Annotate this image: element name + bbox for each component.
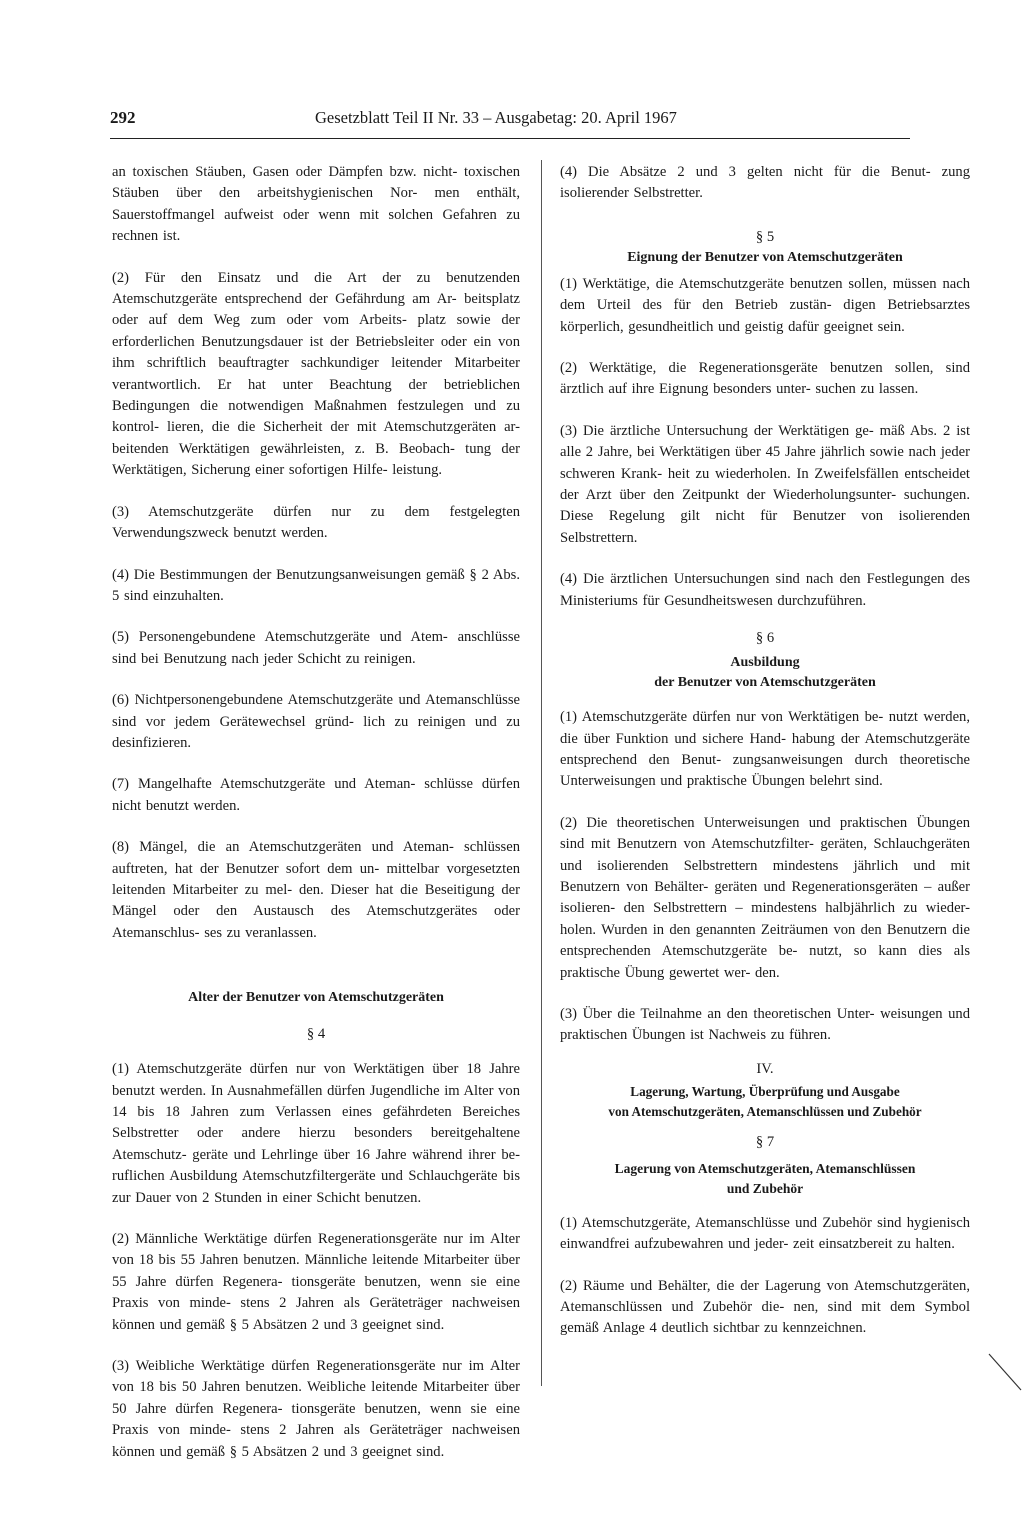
s5-paragraph-1: (1) Werktätige, die Atemschutzgeräte benutzen sollen, müssen nach dem Urteil des für den Betrieb zustän- digen Betriebsarztes körperlich, gesundheitlich und geistig dafür geeignet sein. <box>560 275 970 335</box>
paragraph-intro: an toxischen Stäuben, Gasen oder Dämpfen bzw. nicht- toxischen Stäuben über den arbeitshygienischen Nor- men enthält, Sauerstoffmangel aufweist oder wenn mit solchen Gefahren zu rechnen ist. <box>112 164 520 245</box>
part-heading-lagerung: Lagerung, Wartung, Überprüfung und Ausgabe <box>630 1083 900 1099</box>
s6-paragraph-2: (2) Die theoretischen Unterweisungen und praktischen Übungen sind mit Benutzern von Atemschutzfilter- geräten, Schlauchgeräten und isolierenden Selbstrettern mindestens jährlich und mit Benutzern von Behälter- geräten und Regenerationsgeräten – außer isolieren- den Selbstrettern – mindestens halbjährlich zu wieder- holen. Wurden in den genannten Zeiträumen von den Benutzern die entsprechenden Atemschutzgeräte be- nutzt, so kann dies als praktische Übung gewertet wer- den. <box>560 814 970 981</box>
paragraph-8: (8) Mängel, die an Atemschutzgeräten und Ateman- schlüssen auftreten, hat der Benutzer sofort dem un- mittelbar vorgesetzten leitenden Mitarbeiter zu mel- den. Dieser hat die Beseitigung der Mängel oder den Austausch des Atemschutzgerätes oder Atemanschlus- ses zu veranlassen. <box>112 839 520 941</box>
s6-paragraph-1: (1) Atemschutzgeräte dürfen nur von Werktätigen be- nutzt werden, die über Funktion und sichere Hand- habung der Atemschutzgeräte entsprechend den Benut- zungsanweisungen durch theoretische Unterweisungen und praktische Übungen belehrt sind. <box>560 709 970 790</box>
s4-paragraph-1: (1) Atemschutzgeräte dürfen nur von Werktätigen über 18 Jahre benutzt werden. In Ausnahmefällen dürfen Jugendliche im Alter von 14 bis 18 Jahren zum Verlassen eines gefährdeten Bereiches Selbstretter oder andere hierzu besonders bereitgehaltene Atemschutz- geräte und Lehrlinge über 16 Jahre während ihrer be- ruflichen Ausbildung Atemschutzfiltergeräte und Schlauchgeräte bis zur Dauer von 2 Stunden in einer Schicht benutzen. <box>112 1061 520 1206</box>
section-number-6: § 6 <box>755 630 775 647</box>
section-number-7: § 7 <box>755 1133 775 1150</box>
header-rule <box>110 138 910 139</box>
right-column <box>560 162 970 1340</box>
s5-paragraph-4: (4) Die ärztlichen Untersuchungen sind nach den Festlegungen des Ministeriums für Gesundheitswesen durchzuführen. <box>560 571 970 609</box>
s5-paragraph-2: (2) Werktätige, die Regenerationsgeräte benutzen sollen, sind ärztlich auf ihre Eignung besonders unter- suchen zu lassen. <box>560 360 970 398</box>
section-heading-ausbildung: Ausbildung <box>730 655 800 671</box>
running-header <box>110 108 912 134</box>
part-heading-lagerung-sub: von Atemschutzgeräten, Atemanschlüssen und Zubehör <box>608 1103 922 1119</box>
left-column <box>112 162 520 1463</box>
section-heading-alter: Alter der Benutzer von Atemschutzgeräten <box>188 990 444 1006</box>
paragraph-6: (6) Nichtpersonengebundene Atemschutzgeräte und Atemanschlüsse sind vor jedem Gerätewechsel gründ- lich zu reinigen und zu desinfizieren. <box>112 692 520 751</box>
s4-paragraph-3: (3) Weibliche Werktätige dürfen Regenerationsgeräte nur im Alter von 18 bis 50 Jahren benutzen. Weibliche leitende Mitarbeiter über 50 Jahre dürfen Regenera- tionsgeräte benutzen, wenn sie eine Praxis von minde- stens 2 Jahren als Geräteträger nachweisen können und gemäß § 5 Absätzen 2 und 3 geeignet sind. <box>112 1358 520 1460</box>
s7-paragraph-2: (2) Räume und Behälter, die der Lagerung von Atemschutzgeräten, Atemanschlüssen und Zubehör die- nen, sind mit dem Symbol gemäß Anlage 4 deutlich sichtbar zu kennzeichnen. <box>560 1277 970 1337</box>
section-number-5: § 5 <box>755 228 775 245</box>
page-number: 292 <box>110 108 136 127</box>
s6-paragraph-3: (3) Über die Teilnahme an den theoretischen Unter- weisungen und praktischen Übungen ist Nachweis zu führen. <box>560 1005 970 1044</box>
s5-paragraph-3: (3) Die ärztliche Untersuchung der Werktätigen ge- mäß Abs. 2 ist alle 2 Jahre, bei Werktätigen über 45 Jahre jährlich sowie nach jeder schweren Krank- heit zu wiederholen. In Zweifelsfällen entscheidet der Arzt über den Zeitpunkt der Wiederholungsunter- suchungen. Diese Regelung gilt nicht für Benutzer von isolierenden Selbstrettern. <box>560 422 970 546</box>
paragraph-5: (5) Personengebundene Atemschutzgeräte und Atem- anschlüsse sind bei Benutzung nach jeder Schicht zu reinigen. <box>112 629 520 667</box>
column-divider <box>541 160 542 1386</box>
paragraph-2: (2) Für den Einsatz und die Art der zu benutzenden Atemschutzgeräte entsprechend der Gefährdung am Ar- beitsplatz oder auf dem Weg zum oder vom Arbeits- platz sowie der erforderlichen Benutzungsdauer ist der Betriebsleiter oder ein von ihm schriftlich beauftragter sachkundiger leitender Mitarbeiter verantwortlich. Er hat unter Beachtung der betrieblichen Bedingungen die notwendigen Maßnahmen festzulegen und zu kontrol- lieren, die die Sicherheit der mit Atemschutzgeräten ar- beitenden Werktätigen gewährleisten, z. B. Beobach- tung der Werktätigen, Sicherung einer sofortigen Hilfe- leistung. <box>112 269 520 479</box>
section-heading-ausbildung-sub: der Benutzer von Atemschutzgeräten <box>654 675 876 691</box>
paragraph-7: (7) Mangelhafte Atemschutzgeräte und Ateman- schlüsse dürfen nicht benutzt werden. <box>112 776 520 814</box>
paragraph-3: (3) Atemschutzgeräte dürfen nur zu dem festgelegten Verwendungszweck benutzt werden. <box>112 503 520 542</box>
paragraph-4-top: (4) Die Absätze 2 und 3 gelten nicht für die Benut- zung isolierender Selbstretter. <box>560 164 970 202</box>
section-heading-eignung: Eignung der Benutzer von Atemschutzgeräten <box>627 249 903 265</box>
section-heading-s7-sub: und Zubehör <box>726 1180 804 1196</box>
running-title: Gesetzblatt Teil II Nr. 33 – Ausgabetag: 20. April 1967 <box>315 108 677 127</box>
s7-paragraph-1: (1) Atemschutzgeräte, Atemanschlüsse und Zubehör sind hygienisch einwandfrei aufzubewahren und jeder- zeit einsatzbereit zu halten. <box>560 1214 970 1253</box>
s4-paragraph-2: (2) Männliche Werktätige dürfen Regenerationsgeräte nur im Alter von 18 bis 55 Jahren benutzen. Männliche leitende Mitarbeiter über 55 Jahre dürfen Regenera- tionsgeräte benutzen, wenn sie eine Praxis von minde- stens 2 Jahren als Geräteträger nachweisen können und gemäß § 5 Absätzen 2 und 3 geeignet sind. <box>112 1231 520 1333</box>
section-heading-s7: Lagerung von Atemschutzgeräten, Atemanschlüssen <box>614 1160 916 1176</box>
section-number-4: § 4 <box>306 1026 326 1043</box>
part-number-iv: IV. <box>756 1060 774 1077</box>
scan-mark <box>987 1352 1024 1394</box>
paragraph-4: (4) Die Bestimmungen der Benutzungsanweisungen gemäß § 2 Abs. 5 sind einzuhalten. <box>112 566 520 604</box>
